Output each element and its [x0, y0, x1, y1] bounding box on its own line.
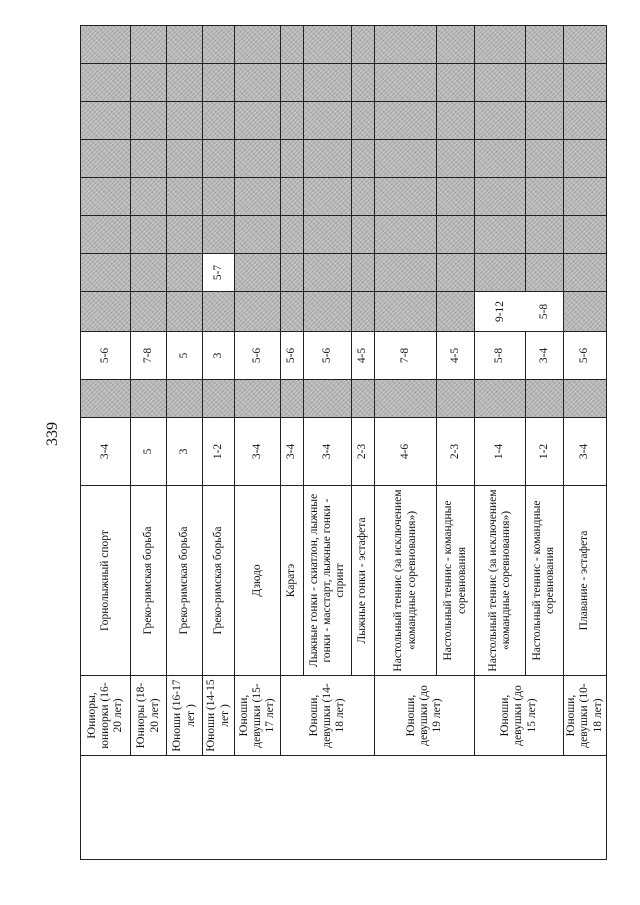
age-group-cell: Юноши, девушки (до 19 лет) [375, 676, 475, 756]
page-number: 339 [44, 422, 61, 446]
shaded-cell [352, 380, 375, 418]
shaded-cell [304, 140, 352, 178]
shaded-cell [475, 26, 526, 64]
place-cell-a: 3 [167, 418, 203, 486]
shaded-cell [81, 140, 131, 178]
shaded-cell [203, 292, 235, 332]
table-row [203, 26, 235, 860]
place-cell-c: 3-4 [525, 332, 563, 380]
shaded-cell [281, 140, 304, 178]
shaded-cell [437, 380, 475, 418]
shaded-cell [564, 380, 607, 418]
place-d-upper: 9-12 [494, 300, 506, 323]
shaded-cell [352, 216, 375, 254]
shaded-cell [131, 254, 167, 292]
place-cell-a: 3-4 [564, 418, 607, 486]
place-cell-c: 5 [167, 332, 203, 380]
shaded-cell [304, 380, 352, 418]
shaded-cell [375, 140, 437, 178]
shaded-cell [81, 102, 131, 140]
shaded-cell [81, 380, 131, 418]
sport-cell: Настольный теннис - командные соревнования [437, 486, 475, 676]
place-cell-a: 1-2 [525, 418, 563, 486]
shaded-cell [81, 178, 131, 216]
shaded-cell [375, 292, 437, 332]
shaded-cell [525, 26, 563, 64]
shaded-cell [564, 102, 607, 140]
shaded-cell [203, 140, 235, 178]
shaded-cell [167, 26, 203, 64]
shaded-cell [235, 102, 281, 140]
sport-cell: Дзюдо [235, 486, 281, 676]
shaded-cell [437, 26, 475, 64]
shaded-cell [281, 178, 304, 216]
shaded-cell [81, 64, 131, 102]
shaded-cell [281, 102, 304, 140]
shaded-cell [304, 178, 352, 216]
shaded-cell [564, 140, 607, 178]
sport-cell: Греко-римская борьба [131, 486, 167, 676]
shaded-cell [352, 292, 375, 332]
shaded-cell [131, 178, 167, 216]
shaded-cell [475, 178, 526, 216]
shaded-cell [304, 216, 352, 254]
shaded-cell [235, 140, 281, 178]
place-cell-c: 5-6 [235, 332, 281, 380]
age-group-cell: Юноши, девушки (14-18 лет) [281, 676, 375, 756]
shaded-cell [352, 254, 375, 292]
shaded-cell [81, 254, 131, 292]
shaded-cell [564, 178, 607, 216]
age-group-cell: Юниоры (18-20 лет) [131, 676, 167, 756]
left-margin-cell [81, 756, 607, 860]
shaded-cell [437, 292, 475, 332]
shaded-cell [167, 292, 203, 332]
table-row [235, 26, 281, 860]
table-row [167, 26, 203, 860]
shaded-cell [203, 216, 235, 254]
place-d-lower: 5-8 [538, 303, 550, 320]
place-cell-c: 3 [203, 332, 235, 380]
table-row [81, 26, 131, 860]
shaded-cell [352, 178, 375, 216]
shaded-cell [167, 178, 203, 216]
shaded-cell [131, 380, 167, 418]
shaded-cell [375, 216, 437, 254]
shaded-cell [281, 292, 304, 332]
shaded-cell [281, 254, 304, 292]
shaded-cell [281, 216, 304, 254]
shaded-cell [564, 64, 607, 102]
sport-cell: Греко-римская борьба [167, 486, 203, 676]
shaded-cell [167, 64, 203, 102]
shaded-cell [525, 140, 563, 178]
place-cell-a: 3-4 [281, 418, 304, 486]
shaded-cell [437, 64, 475, 102]
age-group-cell: Юноши (16-17 лет ) [167, 676, 203, 756]
table-row [564, 26, 607, 860]
shaded-cell [475, 216, 526, 254]
table-row [475, 26, 526, 860]
shaded-cell [375, 26, 437, 64]
place-cell-d-merged [475, 292, 564, 332]
shaded-cell [564, 26, 607, 64]
place-cell-c: 5-6 [281, 332, 304, 380]
shaded-cell [81, 26, 131, 64]
shaded-cell [437, 254, 475, 292]
shaded-cell [352, 26, 375, 64]
shaded-cell [131, 292, 167, 332]
table-row [131, 26, 167, 860]
sport-cell: Греко-римская борьба [203, 486, 235, 676]
sport-cell: Лыжные гонки - эстафета [352, 486, 375, 676]
shaded-cell [437, 178, 475, 216]
sport-cell: Плавание - эстафета [564, 486, 607, 676]
age-group-cell: Юноши, девушки (15-17 лет) [235, 676, 281, 756]
shaded-cell [203, 102, 235, 140]
shaded-cell [525, 178, 563, 216]
shaded-cell [437, 102, 475, 140]
place-cell-a: 2-3 [352, 418, 375, 486]
sport-cell: Горнолыжный спорт [81, 486, 131, 676]
shaded-cell [304, 64, 352, 102]
age-group-cell: Юноши (14-15 лет ) [203, 676, 235, 756]
shaded-cell [352, 64, 375, 102]
shaded-cell [167, 254, 203, 292]
shaded-cell [281, 26, 304, 64]
place-cell-a: 1-4 [475, 418, 526, 486]
age-group-cell: Юниоры, юниорки (16-20 лет) [81, 676, 131, 756]
place-cell-a: 3-4 [304, 418, 352, 486]
shaded-cell [525, 64, 563, 102]
age-group-cell: Юноши, девушки (10-18 лет) [564, 676, 607, 756]
shaded-cell [475, 64, 526, 102]
shaded-cell [203, 64, 235, 102]
place-cell-a: 3-4 [81, 418, 131, 486]
shaded-cell [131, 216, 167, 254]
shaded-cell [352, 140, 375, 178]
shaded-cell [203, 178, 235, 216]
place-cell-c: 5-6 [564, 332, 607, 380]
shaded-cell [235, 26, 281, 64]
shaded-cell [131, 64, 167, 102]
shaded-cell [437, 140, 475, 178]
place-cell-c: 4-5 [352, 332, 375, 380]
shaded-cell [375, 102, 437, 140]
shaded-cell [203, 26, 235, 64]
sport-cell: Настольный теннис (за исключением «командные соревнования») [375, 486, 437, 676]
shaded-cell [304, 292, 352, 332]
shaded-cell [564, 292, 607, 332]
results-table [80, 25, 607, 860]
shaded-cell [203, 380, 235, 418]
shaded-cell [131, 140, 167, 178]
sport-cell: Лыжные гонки - скиатлон, лыжные гонки - масстарт, лыжные гонки - спринт [304, 486, 352, 676]
place-cell-c: 7-8 [131, 332, 167, 380]
shaded-cell [304, 26, 352, 64]
shaded-cell [235, 216, 281, 254]
shaded-cell [525, 380, 563, 418]
shaded-cell [304, 254, 352, 292]
shaded-cell [375, 254, 437, 292]
shaded-cell [525, 216, 563, 254]
table-row [281, 26, 304, 860]
shaded-cell [437, 216, 475, 254]
rotated-table-wrapper [80, 48, 604, 860]
shaded-cell [475, 140, 526, 178]
shaded-cell [167, 380, 203, 418]
shaded-cell [235, 178, 281, 216]
place-cell-c: 5-6 [304, 332, 352, 380]
sport-cell: Настольный теннис - командные соревнования [525, 486, 563, 676]
shaded-cell [281, 380, 304, 418]
shaded-cell [235, 292, 281, 332]
place-cell-a: 2-3 [437, 418, 475, 486]
place-cell-a: 5 [131, 418, 167, 486]
shaded-cell [131, 102, 167, 140]
shaded-cell [564, 216, 607, 254]
sport-cell: Настольный теннис (за исключением «командные соревнования») [475, 486, 526, 676]
place-cell-c: 4-5 [437, 332, 475, 380]
shaded-cell [304, 102, 352, 140]
shaded-cell [564, 254, 607, 292]
shaded-cell [81, 216, 131, 254]
sport-cell: Каратэ [281, 486, 304, 676]
shaded-cell [525, 102, 563, 140]
place-cell-c: 5-6 [81, 332, 131, 380]
shaded-cell [167, 216, 203, 254]
shaded-cell [131, 26, 167, 64]
shaded-cell [375, 178, 437, 216]
shaded-cell [475, 380, 526, 418]
table-row [375, 26, 437, 860]
place-cell-c: 5-8 [475, 332, 526, 380]
shaded-cell [281, 64, 304, 102]
shaded-cell [475, 254, 526, 292]
place-cell-a: 1-2 [203, 418, 235, 486]
shaded-cell [167, 140, 203, 178]
place-cell-c: 7-8 [375, 332, 437, 380]
shaded-cell [375, 64, 437, 102]
shaded-cell [375, 380, 437, 418]
place-cell-a: 4-6 [375, 418, 437, 486]
shaded-cell [81, 292, 131, 332]
shaded-cell [475, 102, 526, 140]
place-cell-e: 5-7 [203, 254, 235, 292]
age-group-cell: Юноши, девушки (до 15 лет) [475, 676, 564, 756]
shaded-cell [525, 254, 563, 292]
shaded-cell [167, 102, 203, 140]
shaded-cell [235, 64, 281, 102]
shaded-cell [235, 380, 281, 418]
place-cell-a: 3-4 [235, 418, 281, 486]
shaded-cell [352, 102, 375, 140]
shaded-cell [235, 254, 281, 292]
